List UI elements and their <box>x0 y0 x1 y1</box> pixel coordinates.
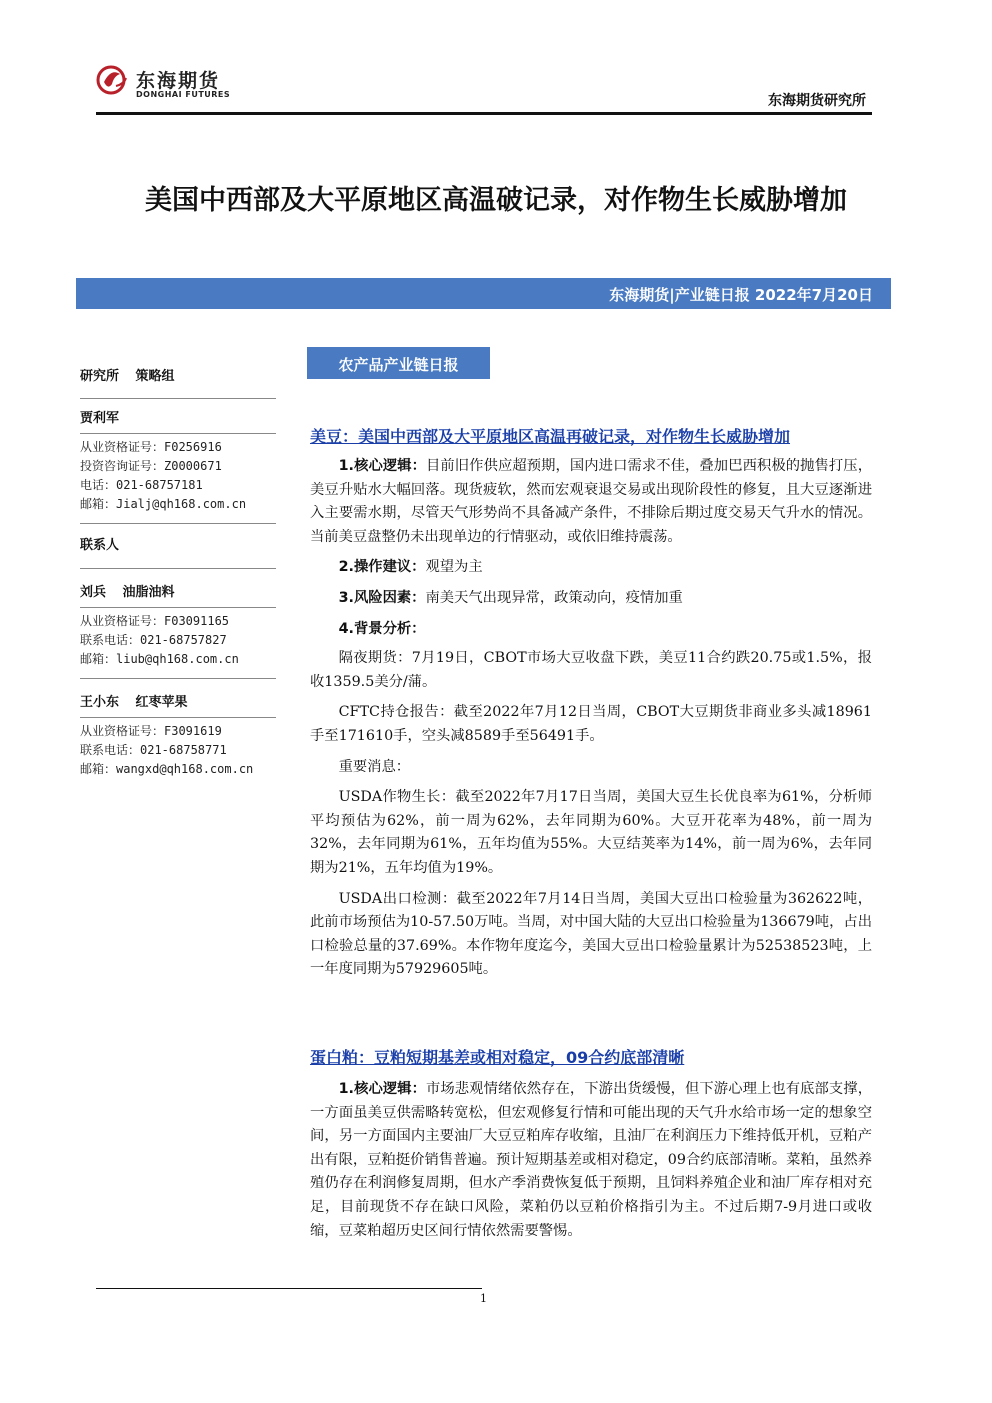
divider <box>80 398 276 399</box>
analyst-name: 贾利军 <box>80 411 120 426</box>
report-category-text: 农产品产业链日报 <box>338 356 459 374</box>
contact-label: 联系人 <box>80 538 120 553</box>
dept-label: 研究所 策略组 <box>80 369 175 384</box>
logo-en-text: DONGHAI FUTURES <box>136 90 231 99</box>
operation-text: 观望为主 <box>425 559 483 576</box>
core-logic-para <box>310 1078 872 1243</box>
header-rule <box>96 112 872 115</box>
header-org: 东海期货研究所 <box>768 93 866 109</box>
footer-rule <box>96 1288 482 1289</box>
logo-cn-text: 东海期货 <box>136 70 221 92</box>
core-logic-label: 1.核心逻辑： <box>338 1081 427 1097</box>
core-logic-label: 1.核心逻辑： <box>338 458 427 474</box>
banner-text: 东海期货|产业链日报 2022年7月20日 <box>609 286 873 304</box>
news-label: 重要消息： <box>338 758 411 775</box>
core-logic-text: 目前旧作供应超预期，国内进口需求不佳，叠加巴西积极的抛售打压，美豆升贴水大幅回落。现货疲软，然而宏观衰退交易或出现阶段性的修复，且大豆逐渐进入主要需水期，尽管天气形势尚不具备减产条件，不排除后期过度交易天气升水的情况。当前美豆盘整仍未出现单边的行情驱动，或依旧维持震荡。 <box>310 458 872 545</box>
divider <box>80 523 276 524</box>
divider <box>80 717 276 718</box>
usda-crop-para: USDA作物生长：截至2022年7月17日当周，美国大豆生长优良率为61%，分析师平均预估为62%，前一周为62%，去年同期为60%。大豆开花率为48%，前一周为32%，去年同期为61%，五年均值为55%。大豆结荚率为14%，前一周为6%，去年同期为21%，五年均值为19%。 <box>310 789 872 876</box>
contact1-email: 邮箱：liub@qh168.com.cn <box>80 652 239 666</box>
section-soybean <box>310 424 872 982</box>
divider <box>80 433 276 434</box>
contact1-info-line: 联系电话：021-68757827 <box>80 633 227 647</box>
contact2-info-line: 联系电话：021-68758771 <box>80 743 227 757</box>
usda-export-para: USDA出口检测：截至2022年7月14日当周，美国大豆出口检验量为362622吨，此前市场预估为10-57.50万吨。当周，对中国大陆的大豆出口检验量为136679吨，占出口检验总量的37.69%。本作物年度迄今，美国大豆出口检验量累计为52538523吨，上一年度同期为57929605吨。 <box>310 890 872 978</box>
core-logic-text: 市场悲观情绪依然存在，下游出货缓慢，但下游心理上也有底部支撑，一方面虽美豆供需略转宽松，但宏观修复行情和可能出现的天气升水给市场一定的想象空间，另一方面国内主要油厂大豆豆粕库存收缩，且油厂在利润压力下维持低开机，豆粕产出有限，豆粕挺价销售普遍。预计短期基差或相对稳定，09合约底部清晰。菜粕，虽然养殖仍存在利润修复周期，但水产季消费恢复低于预期，且饲料养殖企业和油厂库存相对充足，目前现货不存在缺口风险，菜粕仍以豆粕价格指引为主。不过后期7-9月进口或收缩，豆菜粕超历史区间行情依然需要警惕。 <box>310 1081 872 1239</box>
contact2-name: 王小东 红枣苹果 <box>80 695 188 710</box>
contact1-info-line: 从业资格证号：F03091165 <box>80 614 230 628</box>
contact1-name: 刘兵 油脂油料 <box>80 585 175 600</box>
donghai-logo-icon <box>96 60 130 100</box>
page-number: 1 <box>480 1292 487 1305</box>
analyst-email: 邮箱：Jialj@qh168.com.cn <box>80 497 247 511</box>
report-category-tag <box>307 347 490 379</box>
divider <box>80 568 276 569</box>
section-title-soybean: 美豆：美国中西部及大平原地区高温再破记录，对作物生长威胁增加 <box>310 427 791 446</box>
risk-text: 南美天气出现异常，政策动向，疫情加重 <box>425 589 683 606</box>
operation-para <box>310 556 872 580</box>
risk-para <box>310 587 872 611</box>
overnight-futures-para: 隔夜期货：7月19日，CBOT市场大豆收盘下跌，美豆11合约跌20.75或1.5%，报收1359.5美分/蒲。 <box>310 650 872 690</box>
background-label: 4.背景分析： <box>338 620 426 637</box>
contact2-email: 邮箱：wangxd@qh168.com.cn <box>80 762 254 776</box>
analyst-info-line: 电话：021-68757181 <box>80 478 203 492</box>
core-logic-para <box>310 455 872 549</box>
divider <box>80 607 276 608</box>
analyst-info-line: 从业资格证号：F0256916 <box>80 440 222 454</box>
section-title-protein-meal: 蛋白粕：豆粕短期基差或相对稳定，09合约底部清晰 <box>310 1048 685 1067</box>
analyst-info-line: 投资咨询证号：Z0000671 <box>80 459 222 473</box>
risk-label: 3.风险因素： <box>338 589 426 606</box>
document-title: 美国中西部及大平原地区高温破记录，对作物生长威胁增加 <box>145 185 847 216</box>
page-header <box>96 60 872 114</box>
contact2-info-line: 从业资格证号：F3091619 <box>80 724 222 738</box>
operation-label: 2.操作建议： <box>338 559 426 576</box>
report-banner <box>76 278 891 309</box>
section-protein-meal <box>310 1045 872 1243</box>
cftc-para: CFTC持仓报告：截至2022年7月12日当周，CBOT大豆期货非商业多头减18961手至171610手，空头减8589手至56491手。 <box>310 704 872 744</box>
divider <box>80 678 276 679</box>
author-sidebar <box>80 360 280 779</box>
